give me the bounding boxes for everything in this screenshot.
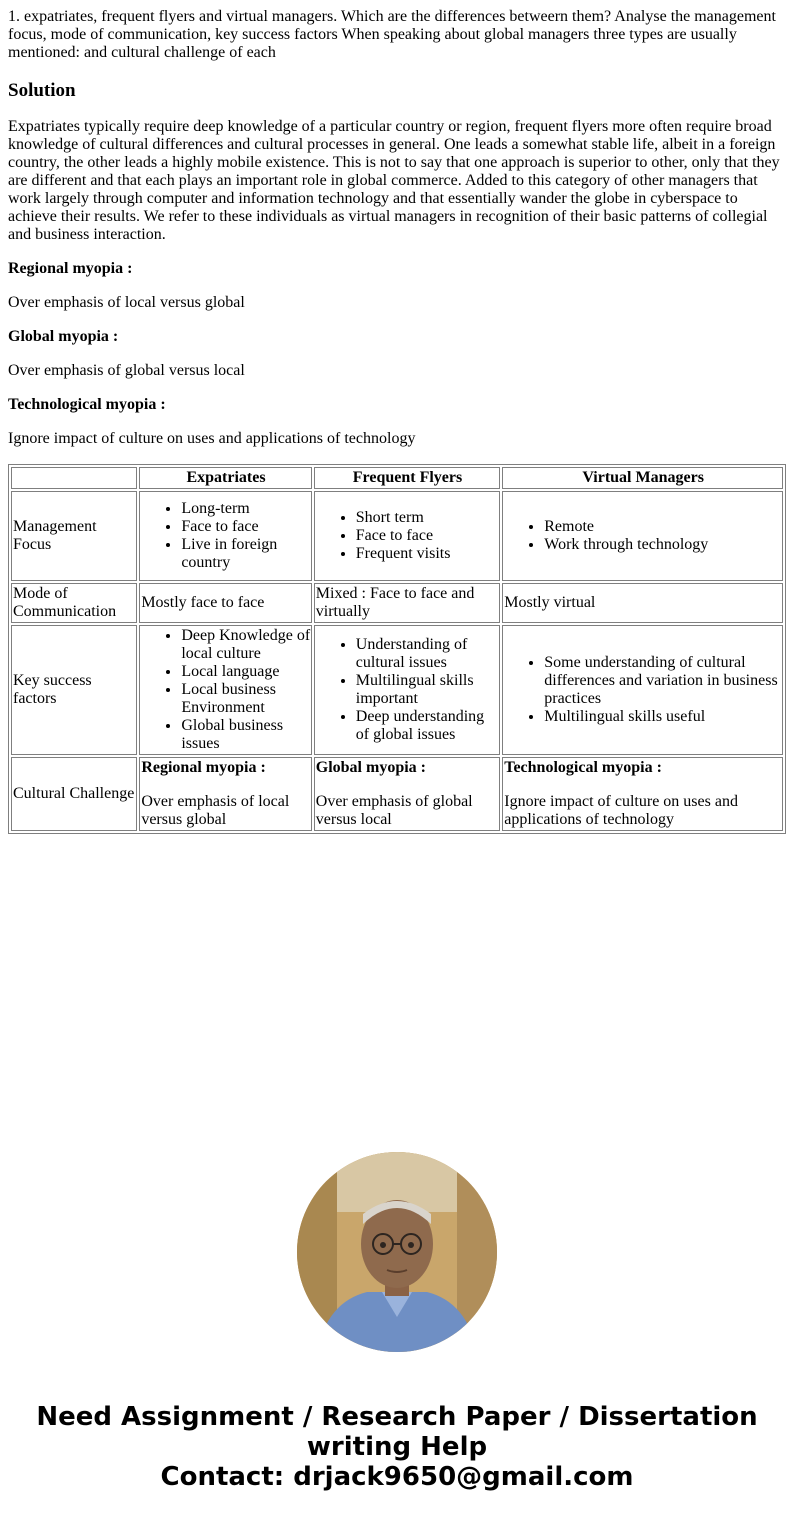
cell-frequent-flyers xyxy=(314,491,500,581)
comparison-table xyxy=(8,464,786,834)
promo-line-help: Need Assignment / Research Paper / Dissertation writing Help xyxy=(36,1402,758,1462)
promo-section xyxy=(0,1152,794,1492)
bullet-list xyxy=(504,654,782,726)
header-empty xyxy=(11,467,137,489)
cell-virtual-managers xyxy=(502,757,783,831)
cell-frequent-flyers: Mixed : Face to face and virtually xyxy=(314,583,500,623)
cell-virtual-managers xyxy=(502,491,783,581)
global-myopia-label: Global myopia : xyxy=(8,328,119,345)
list-item: • Deep Knowledge of local culture xyxy=(181,627,310,663)
cell-expatriates: Mostly face to face xyxy=(139,583,311,623)
cell-frequent-flyers xyxy=(314,625,500,755)
cell-myopia-label: Technological myopia : xyxy=(504,759,662,776)
list-item: • Short term xyxy=(356,509,499,527)
cell-myopia-label: Global myopia : xyxy=(315,759,426,776)
row-label: Key success factors xyxy=(11,625,137,755)
list-item: • Live in foreign country xyxy=(181,536,310,572)
list-item: • Remote xyxy=(544,518,782,536)
cell-virtual-managers: Mostly virtual xyxy=(502,583,783,623)
cell-expatriates xyxy=(139,757,311,831)
cell-virtual-managers xyxy=(502,625,783,755)
global-myopia-text: Over emphasis of global versus local xyxy=(8,362,245,379)
list-item: • Multilingual skills useful xyxy=(544,708,782,726)
bullet-list xyxy=(504,518,782,554)
list-item: • Frequent visits xyxy=(356,545,499,563)
solution-paragraph: Expatriates typically require deep knowledge of a particular country or region, frequent flyers more often require broad knowledge of cultural differences and cultural processes in general. One leads a somewhat stable life, albeit in a foreign country, the other leads a highly mobile existence. This is not to say that one approach is superior to other, only that they are different and that each plays an important role in global commerce. Added to this category of other managers that work largely through computer and information technology and that essentially wander the globe in cyberspace to achieve their results. We refer to these individuals as virtual managers in recognition of their basic patterns of collegial and business interaction. xyxy=(8,118,780,243)
list-item: • Work through technology xyxy=(544,536,782,554)
technological-myopia-label: Technological myopia : xyxy=(8,396,166,413)
header-frequent-flyers: Frequent Flyers xyxy=(314,467,500,489)
table-header-row xyxy=(11,467,783,489)
row-management-focus xyxy=(11,491,783,581)
regional-myopia-label: Regional myopia : xyxy=(8,260,133,277)
header-expatriates: Expatriates xyxy=(139,467,311,489)
bullet-list xyxy=(141,627,310,753)
list-item: • Deep understanding of global issues xyxy=(356,708,499,744)
solution-heading: Solution xyxy=(8,80,76,101)
cell-myopia-text: Over emphasis of local versus global xyxy=(141,793,290,828)
portrait-photo xyxy=(297,1152,497,1352)
bullet-list xyxy=(316,509,499,563)
row-mode-of-communication xyxy=(11,583,783,623)
list-item: • Local language xyxy=(181,663,310,681)
list-item: • Multilingual skills important xyxy=(356,672,499,708)
row-key-success-factors xyxy=(11,625,783,755)
header-virtual-managers: Virtual Managers xyxy=(502,467,783,489)
cell-myopia-text: Over emphasis of global versus local xyxy=(315,793,473,828)
bullet-list xyxy=(316,636,499,744)
promo-line-contact: Contact: drjack9650@gmail.com xyxy=(160,1462,634,1492)
cell-expatriates xyxy=(139,491,311,581)
technological-myopia-text: Ignore impact of culture on uses and applications of technology xyxy=(8,430,416,447)
avatar xyxy=(297,1152,497,1352)
list-item: • Long-term xyxy=(181,500,310,518)
cell-expatriates xyxy=(139,625,311,755)
question-text: 1. expatriates, frequent flyers and virtual managers. Which are the differences betweern them? Analyse the management focus, mode of communication, key success factors When speaking about global managers three types are usually mentioned: and cultural challenge of each xyxy=(8,8,776,61)
regional-myopia-text: Over emphasis of local versus global xyxy=(8,294,245,311)
list-item: • Understanding of cultural issues xyxy=(356,636,499,672)
row-label: Cultural Challenge xyxy=(11,757,137,831)
row-label: Mode of Communication xyxy=(11,583,137,623)
list-item: • Face to face xyxy=(181,518,310,536)
list-item: • Local business Environment xyxy=(181,681,310,717)
list-item: • Some understanding of cultural differences and variation in business practices xyxy=(544,654,782,708)
cell-myopia-text: Ignore impact of culture on uses and applications of technology xyxy=(504,793,738,828)
list-item: • Face to face xyxy=(356,527,499,545)
row-cultural-challenge xyxy=(11,757,783,831)
promo-text xyxy=(0,1402,794,1492)
list-item: • Global business issues xyxy=(181,717,310,753)
cell-frequent-flyers xyxy=(314,757,500,831)
cell-myopia-label: Regional myopia : xyxy=(141,759,266,776)
bullet-list xyxy=(141,500,310,572)
row-label: Management Focus xyxy=(11,491,137,581)
